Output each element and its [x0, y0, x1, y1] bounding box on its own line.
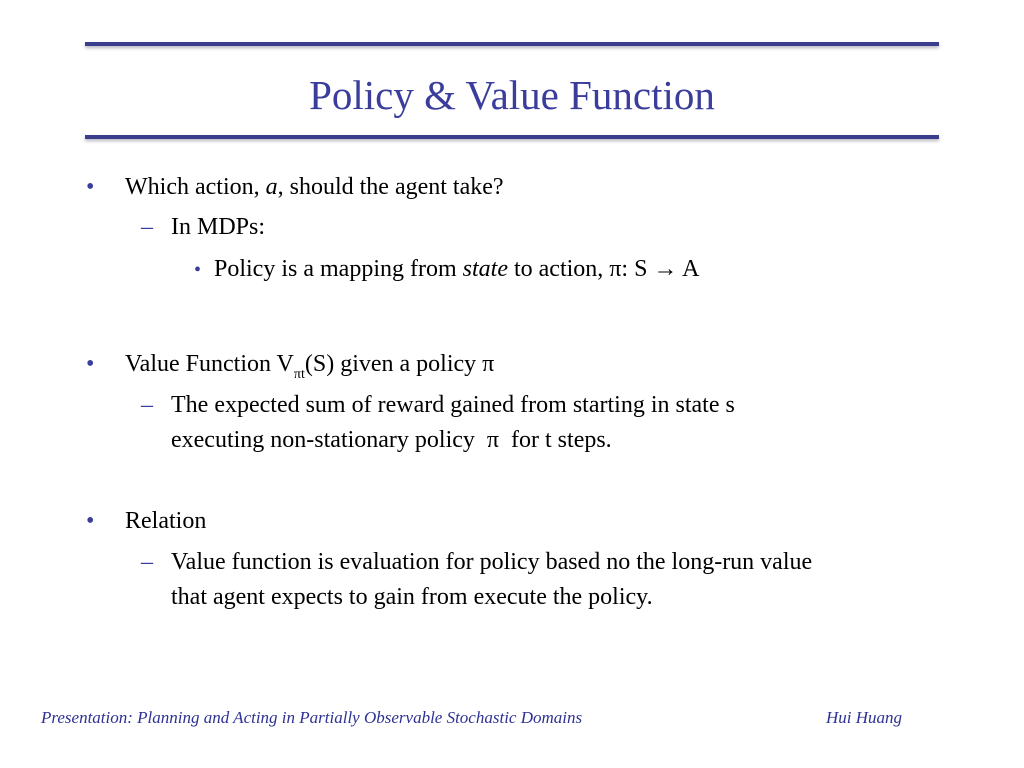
footer-presentation-title: Presentation: Planning and Acting in Partially Observable Stochastic Domains — [41, 708, 583, 727]
bullet-which-action — [125, 172, 504, 202]
bullet-relation: Relation — [125, 508, 207, 534]
action-variable: a — [265, 174, 278, 200]
bullet-value-function — [125, 349, 494, 383]
slide-title: Policy & Value Function — [309, 72, 715, 118]
dash-marker: – — [141, 392, 153, 418]
policy-text-suffix: to action, π: S → A — [507, 256, 700, 282]
value-function-prefix: Value Function V — [125, 351, 294, 377]
sub-sub-bullet-policy-mapping — [214, 254, 699, 284]
small-bullet-marker: • — [194, 259, 202, 281]
bullet-marker: • — [86, 174, 95, 200]
value-function-subscript: πt — [293, 367, 305, 382]
dash-marker: – — [141, 214, 153, 240]
title-rule-bottom — [85, 135, 939, 139]
dash-marker: – — [141, 549, 153, 575]
expected-sum-line2: executing non-stationary policy π for t steps. — [171, 427, 612, 453]
bullet-marker: • — [86, 508, 95, 534]
bullet-text-suffix: , should the agent take? — [277, 174, 504, 200]
relation-line1: Value function is evaluation for policy based no the long-run value — [171, 549, 813, 575]
bullet-marker: • — [86, 351, 95, 377]
policy-text-prefix: Policy is a mapping from — [214, 256, 463, 282]
footer-author: Hui Huang — [826, 708, 903, 727]
title-rule-top — [85, 42, 939, 46]
state-emphasis: state — [462, 256, 508, 282]
relation-line2: that agent expects to gain from execute the policy. — [171, 584, 653, 610]
expected-sum-line1: The expected sum of reward gained from starting in state s — [171, 392, 735, 418]
sub-bullet-in-mdps: In MDPs: — [171, 214, 266, 240]
value-function-suffix: (S) given a policy π — [304, 351, 495, 377]
bullet-text-prefix: Which action, — [125, 174, 266, 200]
